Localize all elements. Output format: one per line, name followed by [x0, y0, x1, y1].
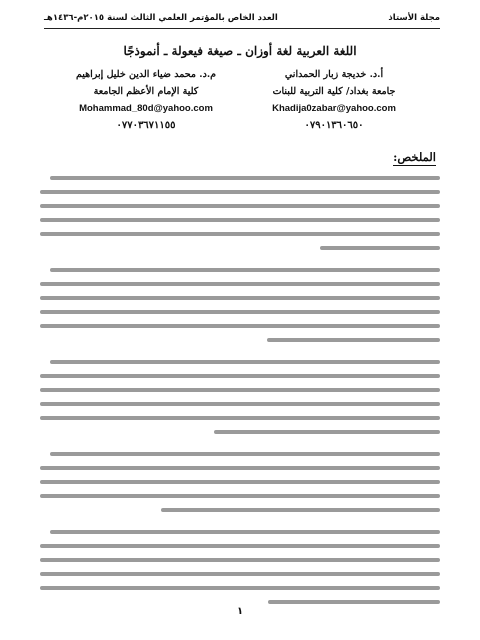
- author-2-phone: ٠٧٧٠٣٦٧١١٥٥: [116, 120, 176, 131]
- text-line-placeholder: [40, 402, 440, 406]
- text-line-placeholder: [50, 360, 440, 364]
- abstract-heading: الملخص:: [393, 150, 436, 164]
- text-line-placeholder: [50, 268, 440, 272]
- text-line-placeholder: [40, 480, 440, 484]
- author-2-email: Mohammad_80d@yahoo.com: [79, 103, 213, 114]
- text-line-placeholder: [40, 416, 440, 420]
- author-2-affiliation: كلية الإمام الأعظم الجامعة: [93, 86, 199, 97]
- text-line-placeholder: [320, 246, 440, 250]
- text-line-placeholder: [40, 374, 440, 378]
- authors-block: [46, 66, 434, 138]
- text-line-placeholder: [214, 430, 440, 434]
- text-line-placeholder: [40, 218, 440, 222]
- text-line-placeholder: [40, 296, 440, 300]
- text-line-placeholder: [267, 338, 440, 342]
- text-line-placeholder: [50, 452, 440, 456]
- text-line-placeholder: [40, 190, 440, 194]
- text-line-placeholder: [40, 324, 440, 328]
- text-line-placeholder: [40, 572, 440, 576]
- text-line-placeholder: [268, 600, 440, 604]
- author-2-name: م.د. محمد ضياء الدين خليل إبراهيم: [75, 69, 217, 80]
- text-line-placeholder: [40, 232, 440, 236]
- author-1-name: أ.د. خديجة زبار الحمداني: [284, 69, 384, 80]
- text-line-placeholder: [50, 530, 440, 534]
- page-number: ١: [236, 606, 244, 617]
- text-line-placeholder: [40, 494, 440, 498]
- journal-title: مجلة الأستاذ: [388, 13, 440, 23]
- text-line-placeholder: [40, 558, 440, 562]
- text-line-placeholder: [40, 466, 440, 470]
- paper-title: اللغة العربية لغة أوزان ـ صيغة فيعولة ـ أنموذجًا: [123, 44, 357, 58]
- text-line-placeholder: [50, 176, 440, 180]
- text-line-placeholder: [40, 282, 440, 286]
- author-2: [46, 66, 246, 134]
- text-line-placeholder: [40, 544, 440, 548]
- text-line-placeholder: [40, 586, 440, 590]
- author-1: [234, 66, 434, 134]
- text-line-placeholder: [161, 508, 440, 512]
- running-header: [44, 10, 440, 26]
- header-rule: [44, 28, 440, 29]
- author-1-affiliation: جامعة بغداد/ كلية التربية للبنات: [272, 86, 396, 97]
- text-line-placeholder: [40, 204, 440, 208]
- author-1-email: Khadija0zabar@yahoo.com: [272, 103, 396, 114]
- issue-text: العدد الخاص بالمؤتمر العلمي الثالث لسنة ٢٠١٥م-١٤٣٦هـ: [44, 13, 278, 23]
- text-line-placeholder: [40, 310, 440, 314]
- author-1-phone: ٠٧٩٠١٣٦٠٦٥٠: [304, 120, 364, 131]
- text-line-placeholder: [40, 388, 440, 392]
